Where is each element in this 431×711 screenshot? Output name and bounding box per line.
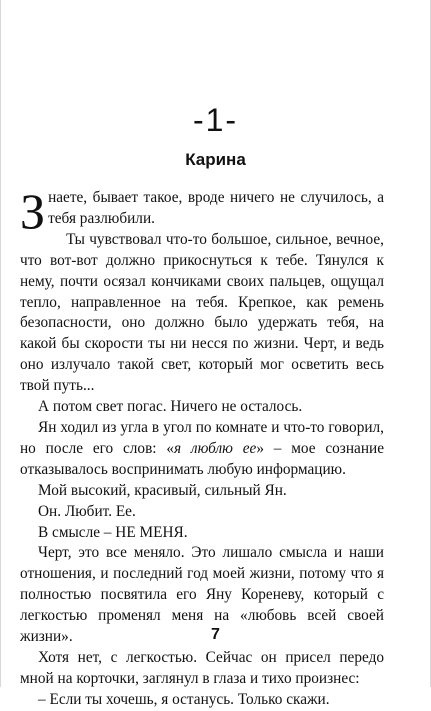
paragraph-1-text: наете, бывает такое, вроде ничего не случилось, а тебя разлюбили.: [48, 189, 384, 227]
paragraph-5: Мой высокий, красивый, сильный Ян.: [38, 481, 287, 499]
paragraph-8: Черт, это все меняло. Это лишало смысла и наши отношения, и последний год моей жизни, потому что я полностью посвятила его Яну Кореневу, который с легкостью променял меня на «любовь всей своей жизни».: [20, 544, 384, 646]
page-number: 7: [211, 626, 220, 643]
paragraph-3: А потом свет погас. Ничего не осталось.: [38, 398, 303, 416]
paragraph-9: Хотя нет, с легкостью. Сейчас он присел передо мной на корточки, заглянул в глаза и тихо произнес:: [20, 648, 384, 687]
paragraph-4-after: » – мое сознание отказывалось воспринимать любую информацию.: [20, 439, 384, 478]
paragraph-2: Ты чувствовал что-то большое, сильное, вечное, что вот-вот должно прикоснуться к тебе. Тянулся к нему, почти осязал кончиками своих пальцев, ощущал тепло, направленное на тебя. Крепкое, как ремень безопасности, оно должно было удержать тебя, на какой бы скорости ты ни несся по жизни. Черт, и ведь оно излучало такой свет, который мог осветить весь твой путь...: [20, 230, 384, 395]
chapter-title: Карина: [185, 150, 246, 169]
paragraph-1: [20, 183, 384, 239]
chapter-number: -1-: [192, 102, 239, 138]
paragraph-10: – Если ты хочешь, я останусь. Только скажи.: [38, 690, 330, 708]
paragraph-4-before: Ян ходил из угла в угол по комнате и что-то говорил, но после его слов: «: [20, 418, 384, 457]
paragraph-7: В смысле – НЕ МЕНЯ.: [38, 523, 188, 541]
paragraph-4: [20, 418, 384, 481]
paragraph-4-italic: я люблю ее: [174, 439, 257, 457]
paragraph-6: Он. Любит. Ее.: [38, 502, 136, 520]
drop-cap: З: [20, 183, 46, 239]
